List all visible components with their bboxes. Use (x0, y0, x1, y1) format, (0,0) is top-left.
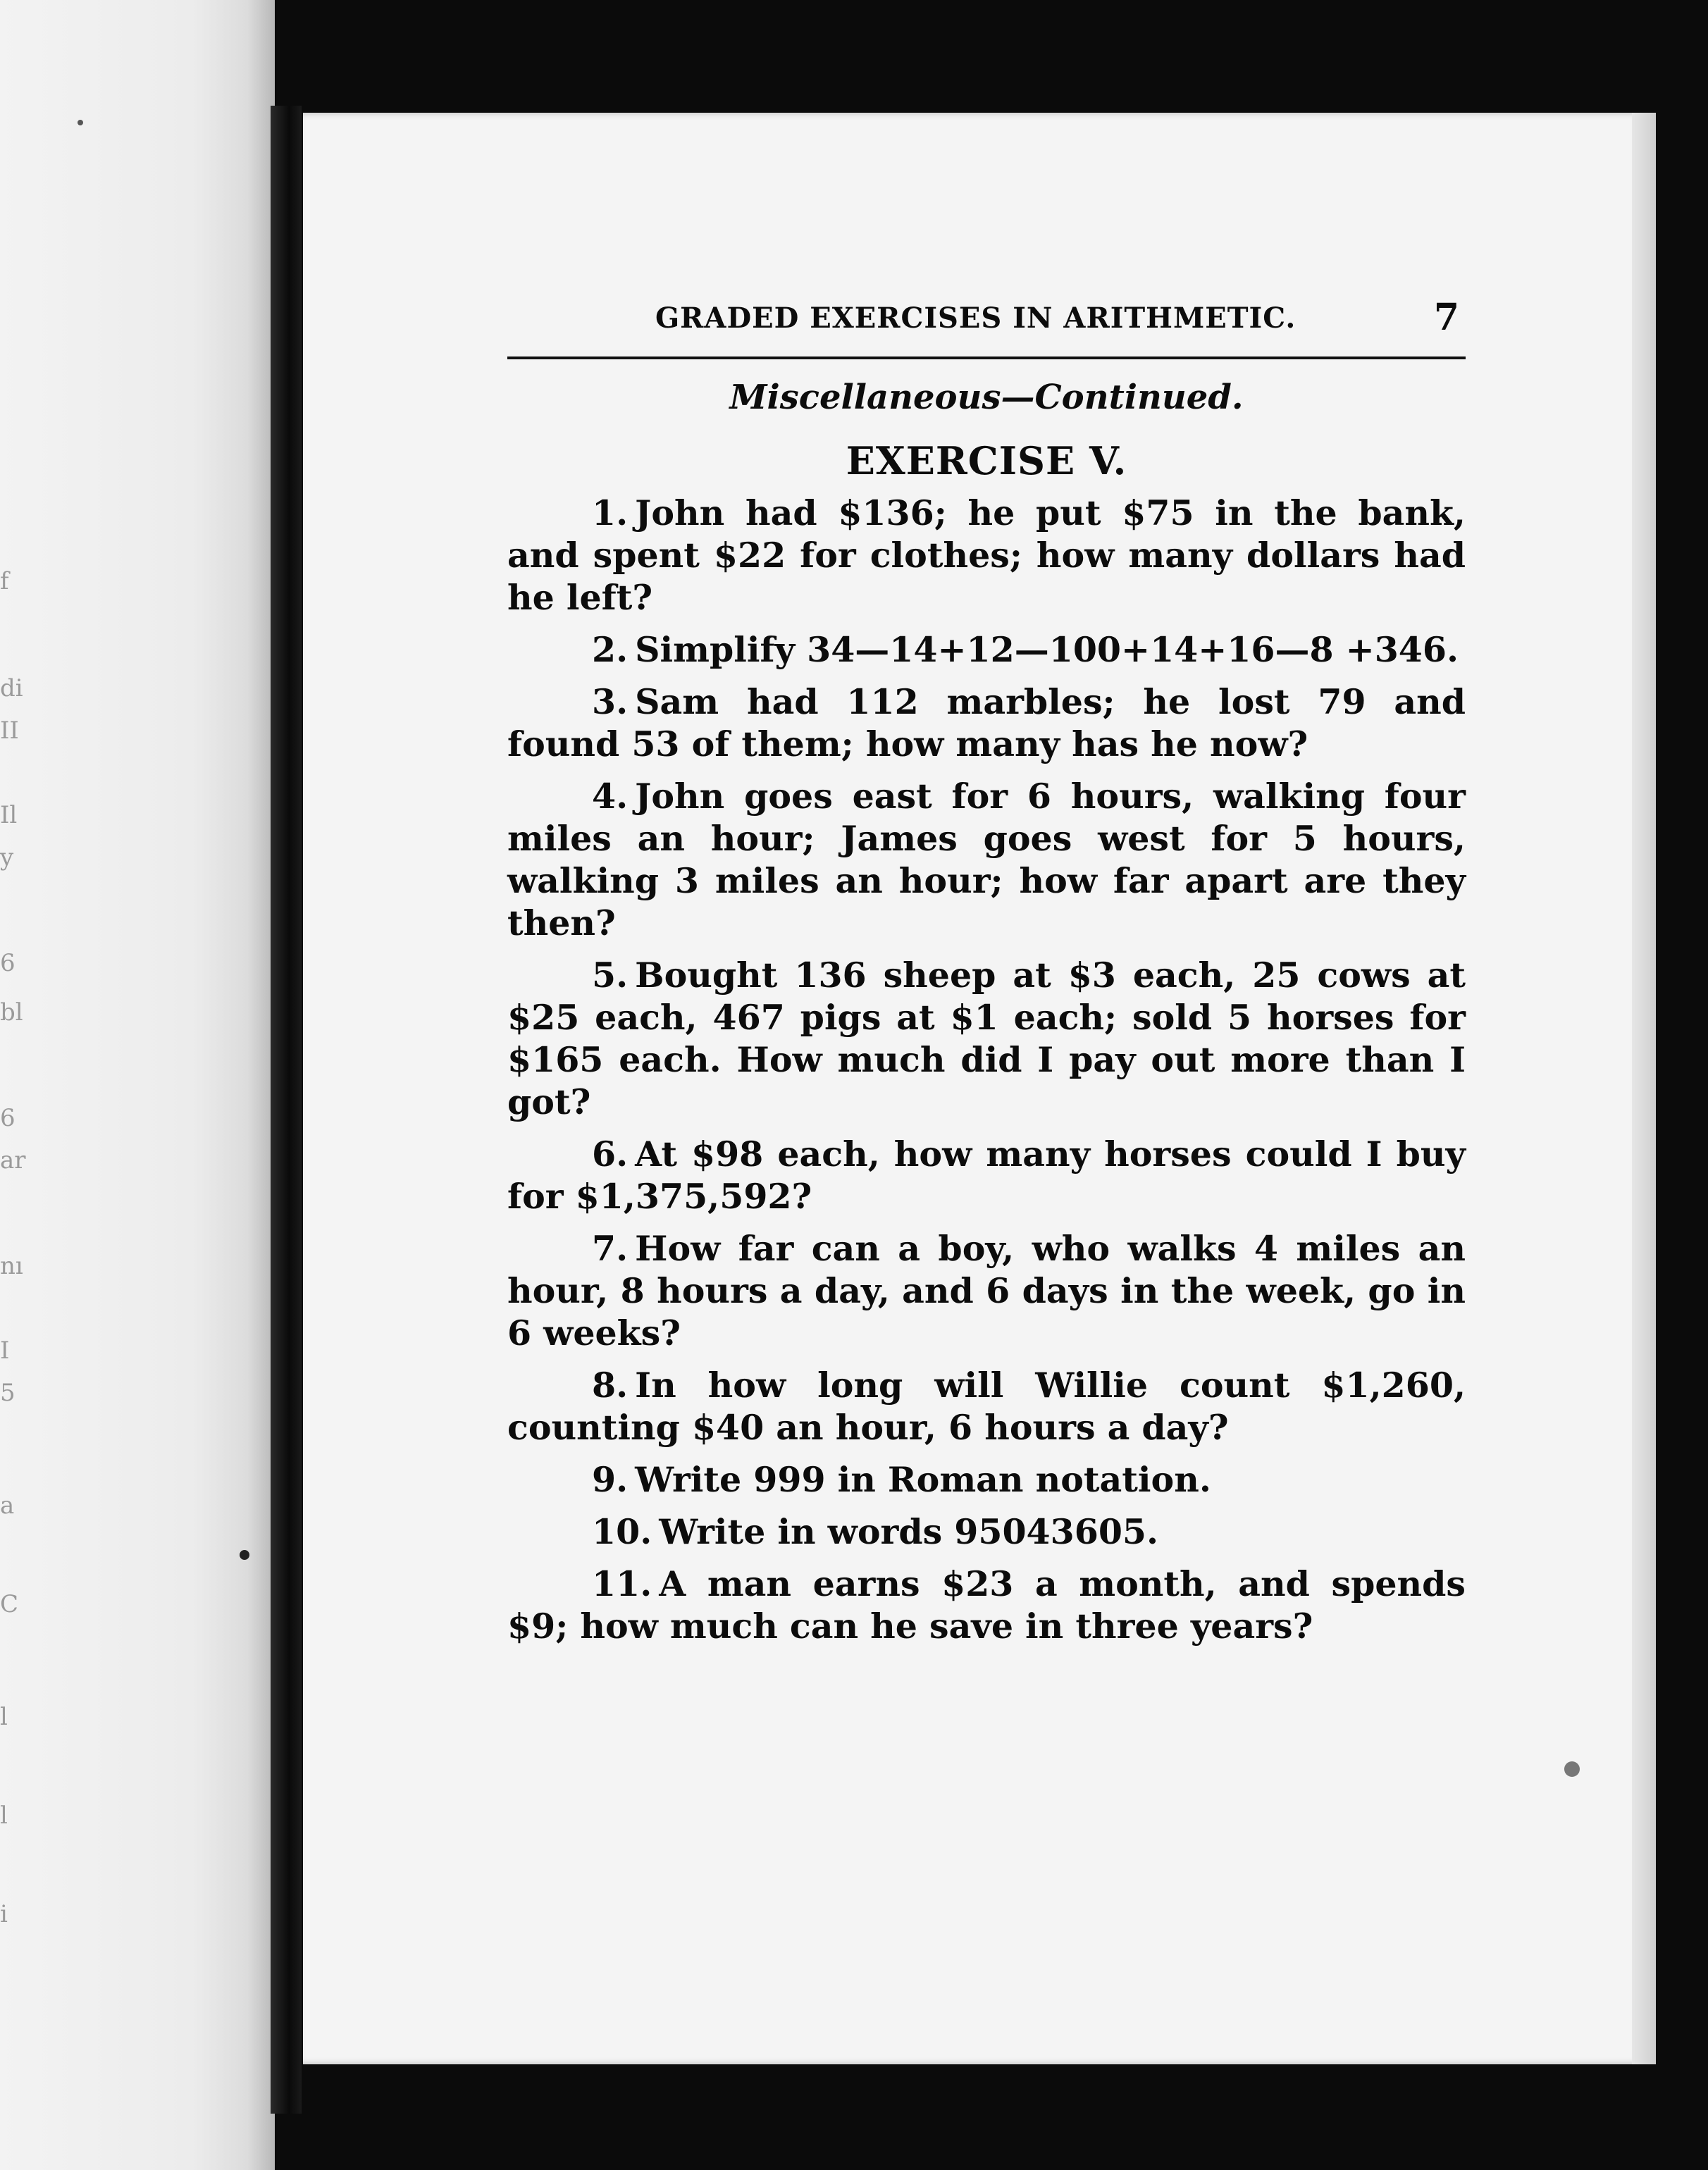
problem-number: 5. (592, 955, 629, 996)
left-page-fragment: ar (0, 1146, 26, 1174)
problem-text: At $98 each, how many horses could I buy for $1,375,592? (507, 1134, 1466, 1217)
scan-speck (78, 120, 83, 125)
scan-speck (240, 1550, 249, 1560)
problem-text: John goes east for 6 hours, walking four miles an hour; James goes west for 5 hours, walking 3 miles an hour; how far apart are they then? (507, 776, 1466, 943)
running-title: GRADED EXERCISES IN ARITHMETIC. (655, 302, 1297, 335)
left-page-fragment: bl (0, 998, 23, 1027)
problem-item (507, 775, 1466, 944)
problem-text: Write in words 95043605. (659, 1511, 1159, 1552)
exercise-title: EXERCISE V. (846, 438, 1127, 483)
problem-item (507, 1563, 1466, 1647)
problem-number: 6. (592, 1134, 629, 1174)
problem-text: A man earns $23 a month, and spends $9; how much can he save in three years? (507, 1563, 1466, 1647)
problem-number: 4. (592, 776, 629, 817)
left-page-fragment: I (0, 1337, 10, 1365)
problem-text: Sam had 112 marbles; he lost 79 and found 53 of them; how many has he now? (507, 681, 1466, 764)
problem-number: 2. (592, 629, 629, 670)
header-rule (507, 356, 1466, 359)
left-page-fragment: di (0, 674, 23, 702)
problem-item (507, 628, 1466, 671)
left-page-fragment: 6 (0, 949, 16, 977)
problem-number: 9. (592, 1459, 629, 1500)
problem-item (507, 492, 1466, 619)
left-page-fragment: 6 (0, 1104, 16, 1132)
page-edge (1632, 113, 1656, 2064)
book-gutter (271, 106, 302, 2114)
problem-item (507, 1364, 1466, 1449)
problem-list (507, 492, 1466, 1647)
left-page-fragment: C (0, 1590, 19, 1618)
left-page-fragment: II (0, 717, 19, 745)
page-number: 7 (1433, 296, 1460, 339)
left-page-fragment: l (0, 1703, 8, 1731)
left-page-fragment: l (0, 1802, 8, 1830)
running-head (507, 296, 1466, 345)
problem-text: In how long will Willie count $1,260, counting $40 an hour, 6 hours a day? (507, 1365, 1466, 1448)
problem-text: How far can a boy, who walks 4 miles an hour, 8 hours a day, and 6 days in the week, go in 6 weeks? (507, 1228, 1466, 1353)
problem-item (507, 1227, 1466, 1354)
problem-number: 10. (592, 1511, 652, 1552)
left-page-fragment: a (0, 1492, 15, 1520)
problem-text: Bought 136 sheep at $3 each, 25 cows at $25 each, 467 pigs at $1 each; sold 5 horses for $165 each. How much did I pay out more than I got? (507, 955, 1466, 1122)
problem-item (507, 1133, 1466, 1217)
problem-number: 11. (592, 1563, 652, 1604)
book-page (303, 113, 1656, 2064)
scan-speck (1564, 1761, 1580, 1777)
problem-number: 1. (592, 492, 629, 533)
problem-item (507, 954, 1466, 1123)
left-page-fragment: f (0, 567, 9, 595)
left-page-fragment: i (0, 1900, 8, 1928)
problem-number: 7. (592, 1228, 629, 1269)
problem-number: 8. (592, 1365, 629, 1406)
left-page-fragment: Il (0, 801, 18, 829)
problem-text: Write 999 in Roman notation. (635, 1459, 1211, 1500)
left-page-fragment: nı (0, 1252, 23, 1280)
problem-item (507, 681, 1466, 765)
left-facing-page (0, 0, 275, 2170)
section-subheading: Miscellaneous—Continued. (729, 378, 1244, 417)
page-content (507, 296, 1466, 1657)
left-page-fragment: y (0, 843, 14, 872)
problem-item (507, 1511, 1466, 1553)
problem-text: John had $136; he put $75 in the bank, and spent $22 for clothes; how many dollars had he left? (507, 492, 1466, 618)
problem-item (507, 1458, 1466, 1501)
problem-number: 3. (592, 681, 629, 722)
left-page-fragment: 5 (0, 1379, 16, 1407)
problem-text: Simplify 34—14+12—100+14+16—8 +346. (635, 629, 1459, 670)
